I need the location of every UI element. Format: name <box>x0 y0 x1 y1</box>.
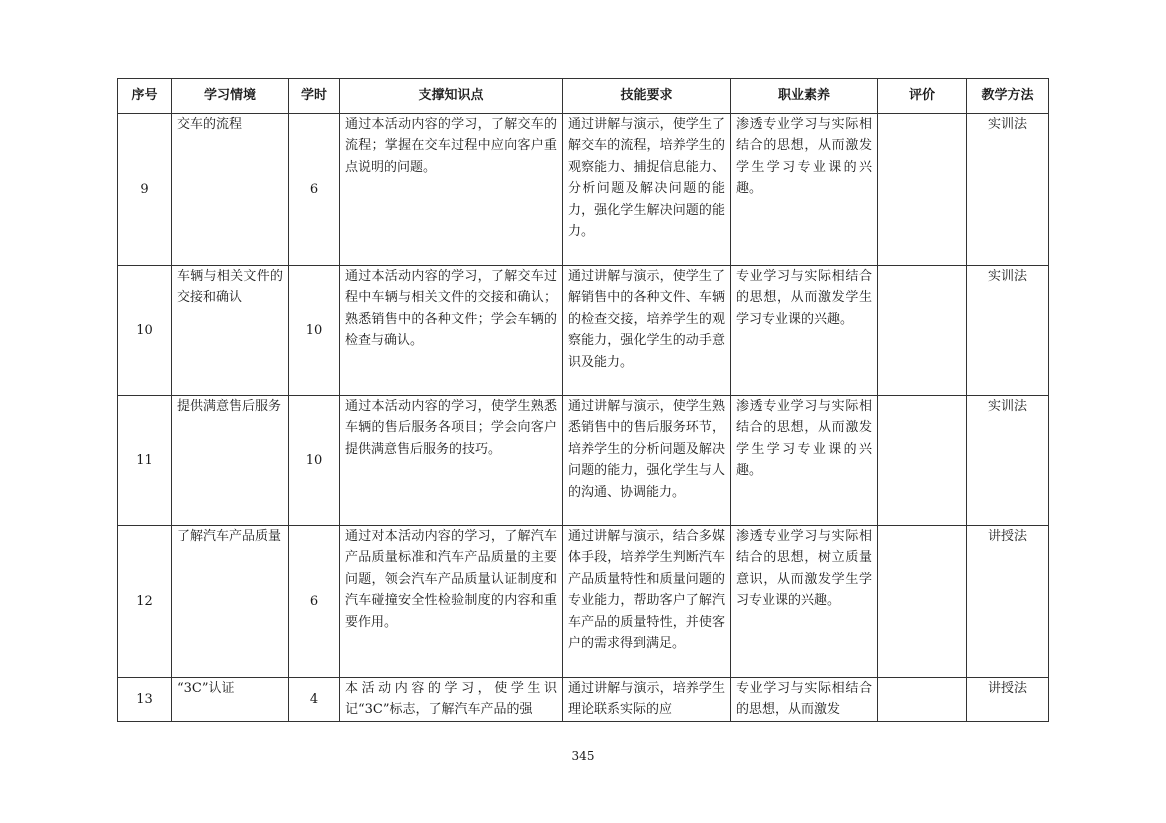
hours-cell: 10 <box>289 266 340 396</box>
knowledge-cell: 本活动内容的学习，使学生识记“3C”标志，了解汽车产品的强 <box>340 678 563 722</box>
scenario-cell: 提供满意售后服务 <box>172 396 289 526</box>
scenario-cell: 交车的流程 <box>172 114 289 266</box>
quality-cell: 渗透专业学习与实际相结合的思想，从而激发学生学习专业课的兴趣。 <box>731 114 878 266</box>
scenario-cell: 了解汽车产品质量 <box>172 526 289 678</box>
knowledge-cell: 通过对本活动内容的学习，了解汽车产品质量标准和汽车产品质量的主要问题，领会汽车产品质量认证制度和汽车碰撞安全性检验制度的内容和重要作用。 <box>340 526 563 678</box>
scenario-cell: 车辆与相关文件的交接和确认 <box>172 266 289 396</box>
header-cell-evaluation: 评价 <box>878 79 967 114</box>
method-cell: 讲授法 <box>967 678 1049 722</box>
method-cell: 讲授法 <box>967 526 1049 678</box>
header-cell-knowledge: 支撑知识点 <box>340 79 563 114</box>
quality-cell: 渗透专业学习与实际相结合的思想，树立质量意识，从而激发学生学习专业课的兴趣。 <box>731 526 878 678</box>
table-row <box>118 678 1049 722</box>
row-number-cell: 10 <box>118 266 172 396</box>
evaluation-cell <box>878 114 967 266</box>
row-number-cell: 13 <box>118 678 172 722</box>
scenario-cell: “3C”认证 <box>172 678 289 722</box>
method-cell: 实训法 <box>967 266 1049 396</box>
hours-cell: 6 <box>289 526 340 678</box>
knowledge-cell: 通过本活动内容的学习，了解交车过程中车辆与相关文件的交接和确认；熟悉销售中的各种文件；学会车辆的检查与确认。 <box>340 266 563 396</box>
header-cell-quality: 职业素养 <box>731 79 878 114</box>
header-cell-skills: 技能要求 <box>563 79 731 114</box>
method-cell: 实训法 <box>967 396 1049 526</box>
table-row <box>118 396 1049 526</box>
table-row <box>118 526 1049 678</box>
quality-cell: 专业学习与实际相结合的思想，从而激发 <box>731 678 878 722</box>
evaluation-cell <box>878 526 967 678</box>
quality-cell: 专业学习与实际相结合的思想，从而激发学生学习专业课的兴趣。 <box>731 266 878 396</box>
evaluation-cell <box>878 266 967 396</box>
knowledge-cell: 通过本活动内容的学习，使学生熟悉车辆的售后服务各项目；学会向客户提供满意售后服务的技巧。 <box>340 396 563 526</box>
skills-cell: 通过讲解与演示，使学生熟悉销售中的售后服务环节，培养学生的分析问题及解决问题的能力，强化学生与人的沟通、协调能力。 <box>563 396 731 526</box>
skills-cell: 通过讲解与演示，培养学生理论联系实际的应 <box>563 678 731 722</box>
skills-cell: 通过讲解与演示，使学生了解销售中的各种文件、车辆的检查交接，培养学生的观察能力，强化学生的动手意识及能力。 <box>563 266 731 396</box>
header-cell-scenario: 学习情境 <box>172 79 289 114</box>
row-number-cell: 9 <box>118 114 172 266</box>
skills-cell: 通过讲解与演示，使学生了解交车的流程，培养学生的观察能力、捕捉信息能力、分析问题及解决问题的能力，强化学生解决问题的能力。 <box>563 114 731 266</box>
evaluation-cell <box>878 678 967 722</box>
knowledge-cell: 通过本活动内容的学习，了解交车的流程；掌握在交车过程中应向客户重点说明的问题。 <box>340 114 563 266</box>
evaluation-cell <box>878 396 967 526</box>
table-header-row <box>118 79 1049 114</box>
method-cell: 实训法 <box>967 114 1049 266</box>
curriculum-table <box>117 78 1049 722</box>
hours-cell: 4 <box>289 678 340 722</box>
header-cell-no: 序号 <box>118 79 172 114</box>
header-cell-hours: 学时 <box>289 79 340 114</box>
quality-cell: 渗透专业学习与实际相结合的思想，从而激发学生学习专业课的兴趣。 <box>731 396 878 526</box>
table-row <box>118 266 1049 396</box>
hours-cell: 6 <box>289 114 340 266</box>
table-row <box>118 114 1049 266</box>
skills-cell: 通过讲解与演示，结合多媒体手段，培养学生判断汽车产品质量特性和质量问题的专业能力，帮助客户了解汽车产品的质量特性，并使客户的需求得到满足。 <box>563 526 731 678</box>
page-number: 345 <box>571 749 595 763</box>
hours-cell: 10 <box>289 396 340 526</box>
row-number-cell: 11 <box>118 396 172 526</box>
row-number-cell: 12 <box>118 526 172 678</box>
header-cell-method: 教学方法 <box>967 79 1049 114</box>
